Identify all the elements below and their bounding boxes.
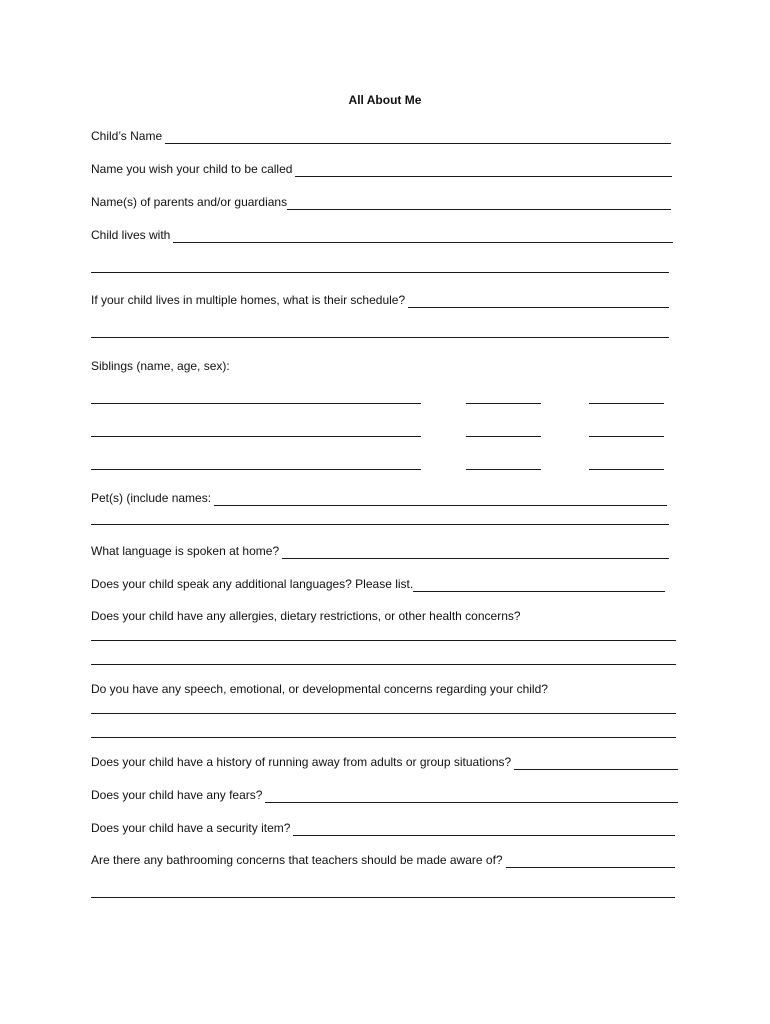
running-away-label: Does your child have a history of running away from adults or group situations?: [91, 755, 512, 769]
parents-label: Name(s) of parents and/or guardians: [91, 195, 288, 209]
language-row: [91, 543, 669, 559]
child-name-row: [91, 128, 671, 144]
fears-input-line[interactable]: [265, 791, 678, 803]
security-item-input-line[interactable]: [293, 824, 675, 836]
sibling-1-sex-line[interactable]: [589, 403, 664, 404]
pets-extra-line[interactable]: [91, 524, 669, 525]
concerns-line-2[interactable]: [91, 737, 676, 738]
allergies-row: [91, 608, 521, 624]
sibling-3-name-line[interactable]: [91, 469, 421, 470]
running-away-input-line[interactable]: [514, 758, 678, 770]
called-name-row: [91, 161, 672, 177]
multiple-homes-input-line[interactable]: [408, 296, 669, 308]
called-name-input-line[interactable]: [295, 165, 672, 177]
sibling-3-age-line[interactable]: [466, 469, 541, 470]
bathrooming-input-line[interactable]: [506, 856, 675, 868]
pets-row: [91, 490, 667, 506]
multiple-homes-label: If your child lives in multiple homes, what is their schedule?: [91, 293, 406, 307]
allergies-line-2[interactable]: [91, 664, 676, 665]
parents-input-line[interactable]: [287, 198, 671, 210]
bathrooming-label: Are there any bathrooming concerns that teachers should be made aware of?: [91, 853, 503, 867]
form-title: All About Me: [348, 93, 422, 107]
child-name-input-line[interactable]: [165, 132, 671, 144]
security-item-row: [91, 820, 675, 836]
allergies-label: Does your child have any allergies, dietary restrictions, or other health concerns?: [91, 609, 521, 623]
sibling-2-sex-line[interactable]: [589, 436, 664, 437]
sibling-2-name-line[interactable]: [91, 436, 421, 437]
lives-with-extra-line[interactable]: [91, 272, 669, 273]
lives-with-input-line[interactable]: [173, 231, 673, 243]
language-input-line[interactable]: [282, 547, 669, 559]
bathrooming-extra-line[interactable]: [91, 897, 675, 898]
lives-with-label: Child lives with: [91, 228, 171, 242]
pets-label: Pet(s) (include names:: [91, 491, 212, 505]
concerns-label: Do you have any speech, emotional, or developmental concerns regarding your child?: [91, 682, 548, 696]
concerns-line-1[interactable]: [91, 713, 676, 714]
lives-with-row: [91, 227, 673, 243]
additional-languages-label: Does your child speak any additional languages? Please list.: [91, 577, 414, 591]
sibling-2-age-line[interactable]: [466, 436, 541, 437]
multiple-homes-row: [91, 292, 669, 308]
security-item-label: Does your child have a security item?: [91, 821, 291, 835]
siblings-label: Siblings (name, age, sex):: [91, 359, 230, 373]
pets-input-line[interactable]: [214, 494, 667, 506]
bathrooming-row: [91, 852, 675, 868]
multiple-homes-extra-line[interactable]: [91, 337, 669, 338]
running-away-row: [91, 754, 678, 770]
parents-row: [91, 194, 671, 210]
concerns-row: [91, 681, 548, 697]
called-name-label: Name you wish your child to be called: [91, 162, 293, 176]
child-name-label: Child’s Name: [91, 129, 163, 143]
sibling-3-sex-line[interactable]: [589, 469, 664, 470]
additional-languages-row: [91, 576, 665, 592]
siblings-row: [91, 358, 230, 374]
fears-label: Does your child have any fears?: [91, 788, 263, 802]
fears-row: [91, 787, 678, 803]
language-label: What language is spoken at home?: [91, 544, 280, 558]
sibling-1-name-line[interactable]: [91, 403, 421, 404]
sibling-1-age-line[interactable]: [466, 403, 541, 404]
allergies-line-1[interactable]: [91, 640, 676, 641]
additional-languages-input-line[interactable]: [413, 580, 665, 592]
